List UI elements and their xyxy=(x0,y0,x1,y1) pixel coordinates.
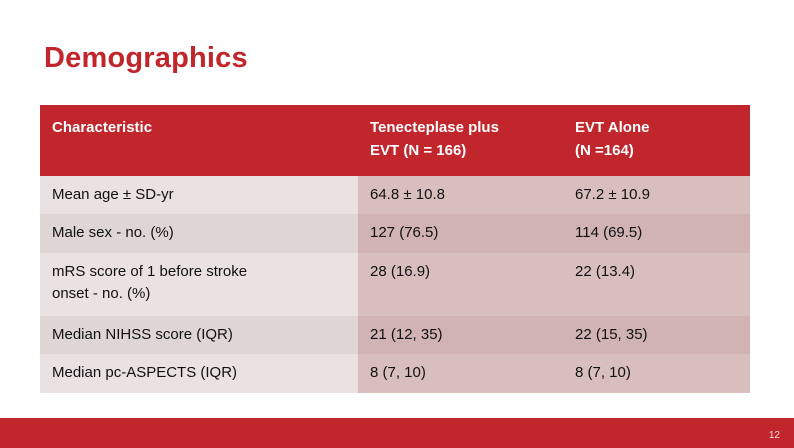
cell-characteristic-text xyxy=(52,362,346,385)
cell-characteristic xyxy=(40,354,358,393)
column-header-evt-alone-line1: EVT Alone xyxy=(575,119,650,136)
column-header-tenecteplase-plus-evt-line2: EVT (N = 166) xyxy=(370,142,467,160)
cell-characteristic xyxy=(40,253,358,316)
table-row xyxy=(40,214,750,253)
table-row xyxy=(40,354,750,393)
demographics-table-container xyxy=(40,105,750,393)
column-header-tenecteplase-plus-evt xyxy=(358,105,563,176)
column-header-tenecteplase-plus-evt-line1: Tenecteplase plus xyxy=(370,119,499,136)
table-row xyxy=(40,253,750,316)
cell-characteristic-line1: mRS score of 1 before stroke xyxy=(52,262,248,280)
column-header-characteristic-line1: Characteristic xyxy=(52,119,153,136)
cell-tnk-evt: 64.8 ± 10.8 xyxy=(358,176,563,215)
cell-characteristic-line1: Median pc-ASPECTS (IQR) xyxy=(52,364,238,381)
cell-tnk-evt: 28 (16.9) xyxy=(358,253,563,316)
cell-characteristic-text xyxy=(52,324,346,347)
cell-evt-alone: 8 (7, 10) xyxy=(563,354,750,393)
table-row xyxy=(40,176,750,215)
cell-characteristic-line2: onset - no. (%) xyxy=(52,285,151,302)
cell-characteristic-line1: Mean age ± SD-yr xyxy=(52,185,174,203)
cell-characteristic xyxy=(40,176,358,215)
cell-characteristic-text xyxy=(52,184,346,207)
cell-characteristic-line1: Median NIHSS score (IQR) xyxy=(52,325,233,343)
column-header-characteristic xyxy=(40,105,358,176)
cell-tnk-evt: 127 (76.5) xyxy=(358,214,563,253)
table-header-row xyxy=(40,105,750,176)
cell-evt-alone: 67.2 ± 10.9 xyxy=(563,176,750,215)
table-row xyxy=(40,316,750,355)
footer-bar xyxy=(0,418,794,448)
column-header-evt-alone-line2: (N =164) xyxy=(575,142,634,160)
cell-tnk-evt: 21 (12, 35) xyxy=(358,316,563,355)
cell-evt-alone: 22 (13.4) xyxy=(563,253,750,316)
cell-evt-alone: 22 (15, 35) xyxy=(563,316,750,355)
column-header-evt-alone xyxy=(563,105,750,176)
cell-evt-alone: 114 (69.5) xyxy=(563,214,750,253)
cell-characteristic xyxy=(40,214,358,253)
cell-tnk-evt: 8 (7, 10) xyxy=(358,354,563,393)
page-title: Demographics xyxy=(44,42,248,74)
cell-characteristic-text xyxy=(52,222,346,245)
slide-number: 12 xyxy=(768,430,780,441)
cell-characteristic-line1: Male sex - no. (%) xyxy=(52,224,174,241)
demographics-table xyxy=(40,105,750,393)
cell-characteristic-text xyxy=(52,261,346,306)
table-header xyxy=(40,105,750,176)
cell-characteristic xyxy=(40,316,358,355)
table-body xyxy=(40,176,750,393)
